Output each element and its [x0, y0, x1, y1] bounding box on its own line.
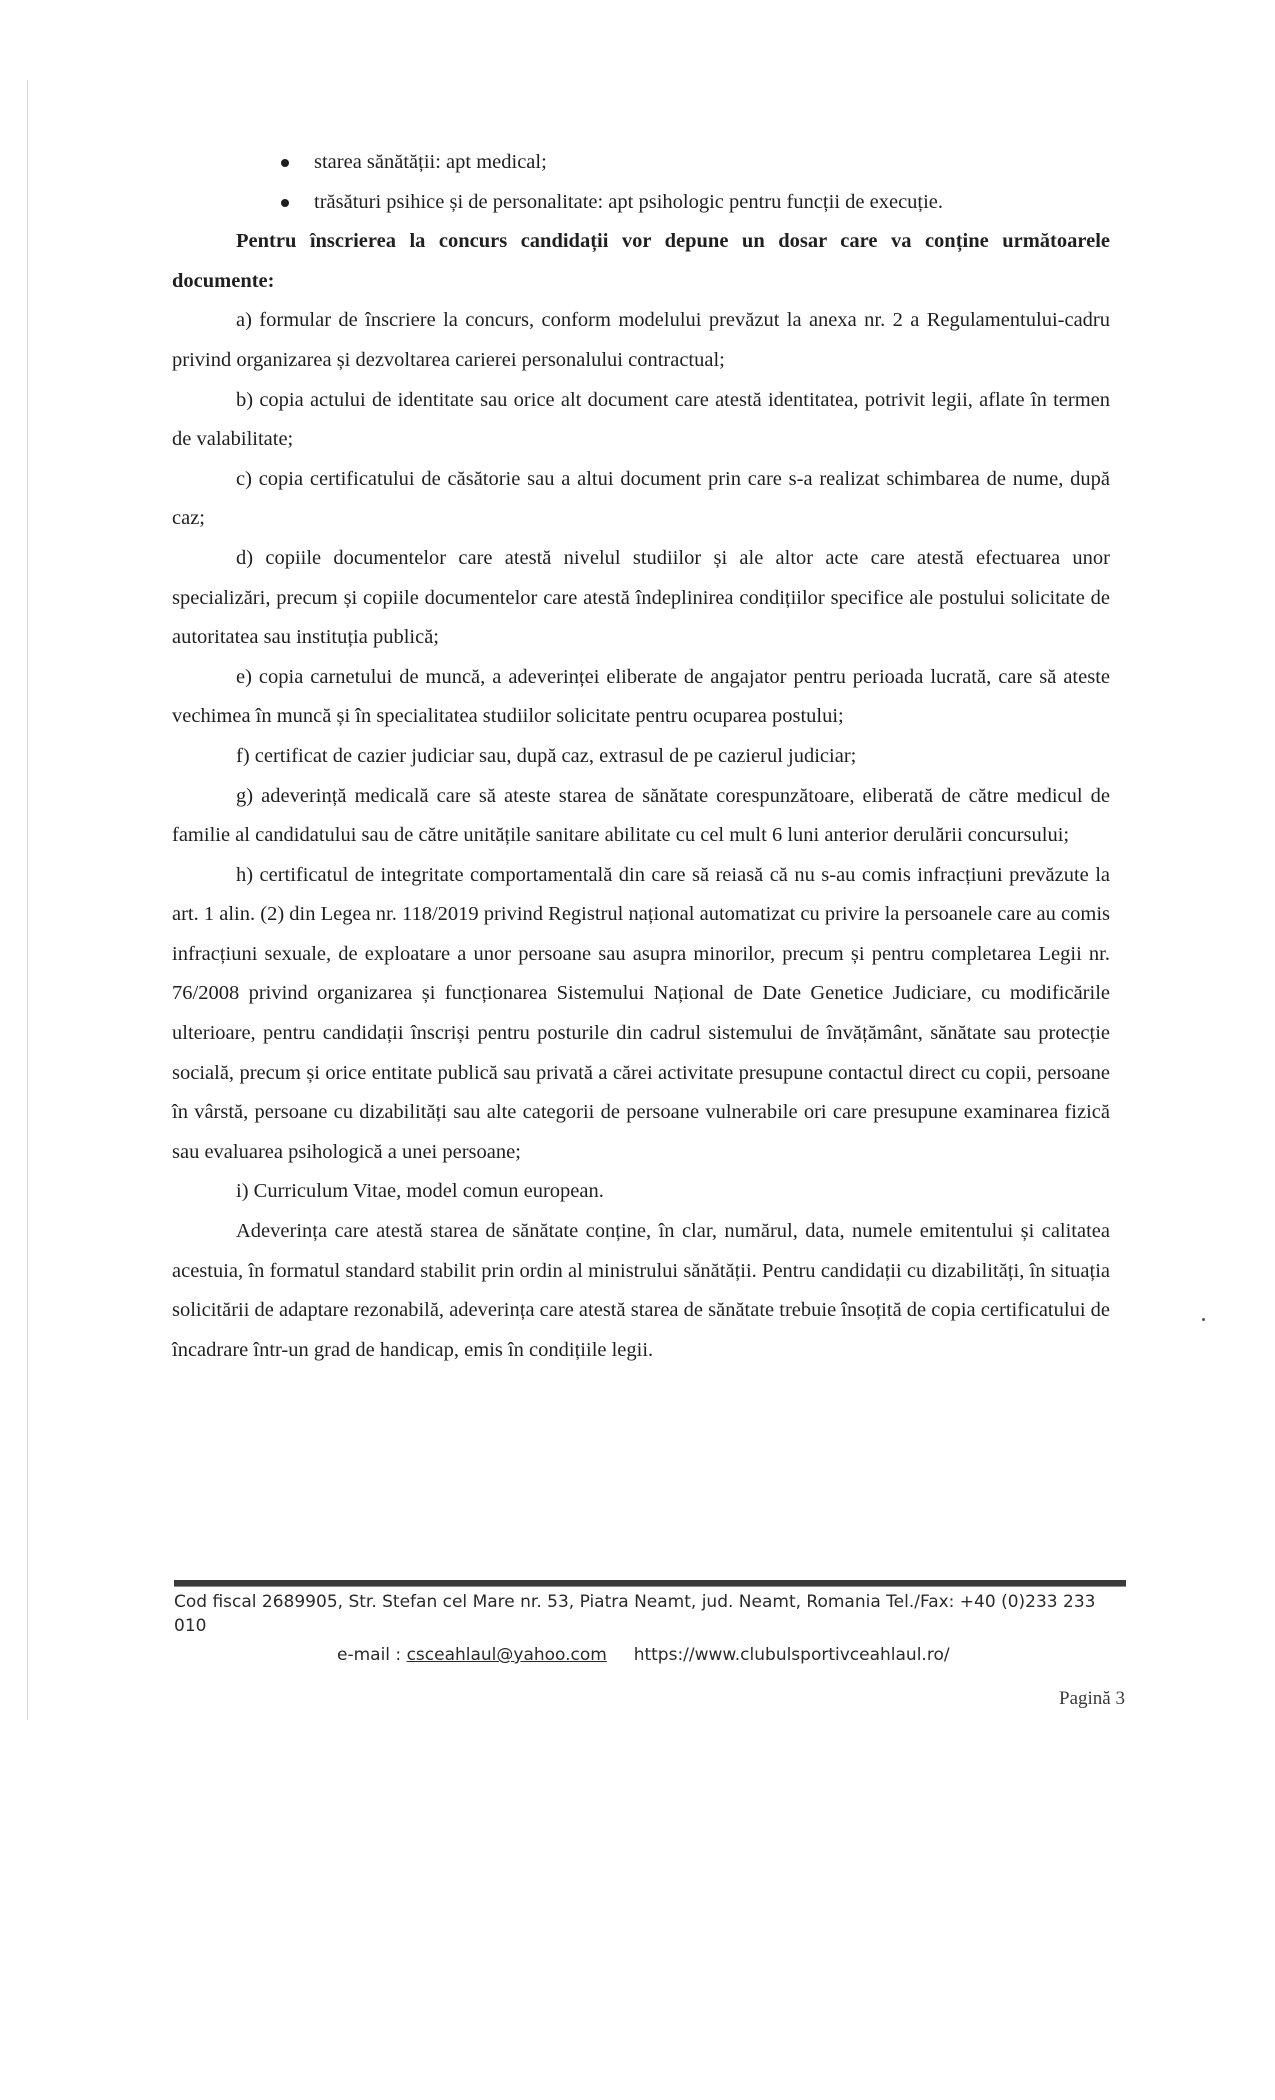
- document-item-b: b) copia actului de identitate sau orice alt document care atestă identitatea, potrivit legii, aflate în termen de valabilitate;: [172, 388, 1110, 451]
- website-link[interactable]: https://www.clubulsportivceahlaul.ro/: [633, 1645, 950, 1665]
- page-number: Pagină 3: [1059, 1688, 1125, 1709]
- requirements-list: [172, 143, 1110, 222]
- scan-edge-line: [27, 80, 28, 1720]
- document-item-i: i) Curriculum Vitae, model comun european.: [236, 1180, 604, 1203]
- document-item-c: c) copia certificatului de căsătorie sau a altui document prin care s-a realizat schimbarea de nume, după caz;: [172, 467, 1110, 530]
- document-item-d: d) copiile documentelor care atestă nivelul studiilor și ale altor acte care atestă efectuarea unor specializări, precum și copiile documentelor care atestă îndeplinirea condițiilor specifice ale postului solicitate de autoritatea sau instituția publică;: [172, 546, 1110, 649]
- footer-address: Cod fiscal 2689905, Str. Stefan cel Mare nr. 53, Piatra Neamt, jud. Neamt, Romania Tel./Fax: +40 (0)233 233 010: [174, 1592, 1096, 1636]
- bullet-text: starea sănătății: apt medical;: [314, 151, 547, 173]
- document-body: [172, 143, 1110, 1370]
- bullet-text: trăsături psihice și de personalitate: apt psihologic pentru funcții de execuție.: [314, 190, 944, 213]
- document-item-h: h) certificatul de integritate comportamentală din care să reiasă că nu s-au comis infracțiuni prevăzute la art. 1 alin. (2) din Legea nr. 118/2019 privind Registrul național automatizat cu privire la persoanele care au comis infracțiuni sexuale, de exploatare a unor persoane sau asupra minorilor, precum și pentru completarea Legii nr. 76/2008 privind organizarea și funcționarea Sistemului Național de Date Genetice Judiciare, cu modificările ulterioare, pentru candidații înscriși pentru posturile din cadrul sistemului de învățământ, sănătate sau protecție socială, precum și orice entitate publică sau privată a cărei activitate presupune contactul direct cu copii, persoane în vârstă, persoane cu dizabilități sau alte categorii de persoane vulnerabile ori care presupune examinarea fizică sau evaluarea psihologică a unei persoane;: [172, 863, 1110, 1163]
- bullet-icon: [281, 199, 289, 207]
- footer-contact: [174, 1643, 1126, 1667]
- scan-speck: [1202, 1318, 1205, 1321]
- bullet-icon: [281, 159, 289, 167]
- section-heading: Pentru înscrierea la concurs candidații vor depune un dosar care va conține următoarele documente:: [172, 230, 1110, 292]
- document-item-e: e) copia carnetului de muncă, a adeverinței eliberate de angajator pentru perioada lucrată, care să ateste vechimea în muncă și în specialitatea studiilor solicitate pentru ocuparea postului;: [172, 665, 1110, 728]
- page-footer: [174, 1590, 1126, 1667]
- list-item: [172, 143, 1110, 183]
- document-item-a: a) formular de înscriere la concurs, conform modelului prevăzut la anexa nr. 2 a Regulamentului-cadru privind organizarea și dezvoltarea carierei personalului contractual;: [172, 309, 1110, 371]
- list-item: [172, 183, 1110, 223]
- document-item-f: f) certificat de cazier judiciar sau, după caz, extrasul de pe cazierul judiciar;: [236, 744, 857, 767]
- email-link[interactable]: csceahlaul@yahoo.com: [406, 1645, 607, 1665]
- closing-paragraph: Adeverința care atestă starea de sănătate conține, în clar, numărul, data, numele emitentului și calitatea acestuia, în formatul standard stabilit prin ordin al ministrului sănătății. Pentru candidații cu dizabilități, în situația solicitării de adaptare rezonabilă, adeverința care atestă starea de sănătate trebuie însoțită de copia certificatului de încadrare într-un grad de handicap, emis în condițiile legii.: [172, 1220, 1110, 1361]
- document-item-g: g) adeverință medicală care să ateste starea de sănătate corespunzătoare, eliberată de către medicul de familie al candidatului sau de către unitățile sanitare abilitate cu cel mult 6 luni anterior derulării concursului;: [172, 784, 1110, 847]
- footer-divider: [174, 1580, 1126, 1587]
- email-label: e-mail :: [337, 1645, 402, 1665]
